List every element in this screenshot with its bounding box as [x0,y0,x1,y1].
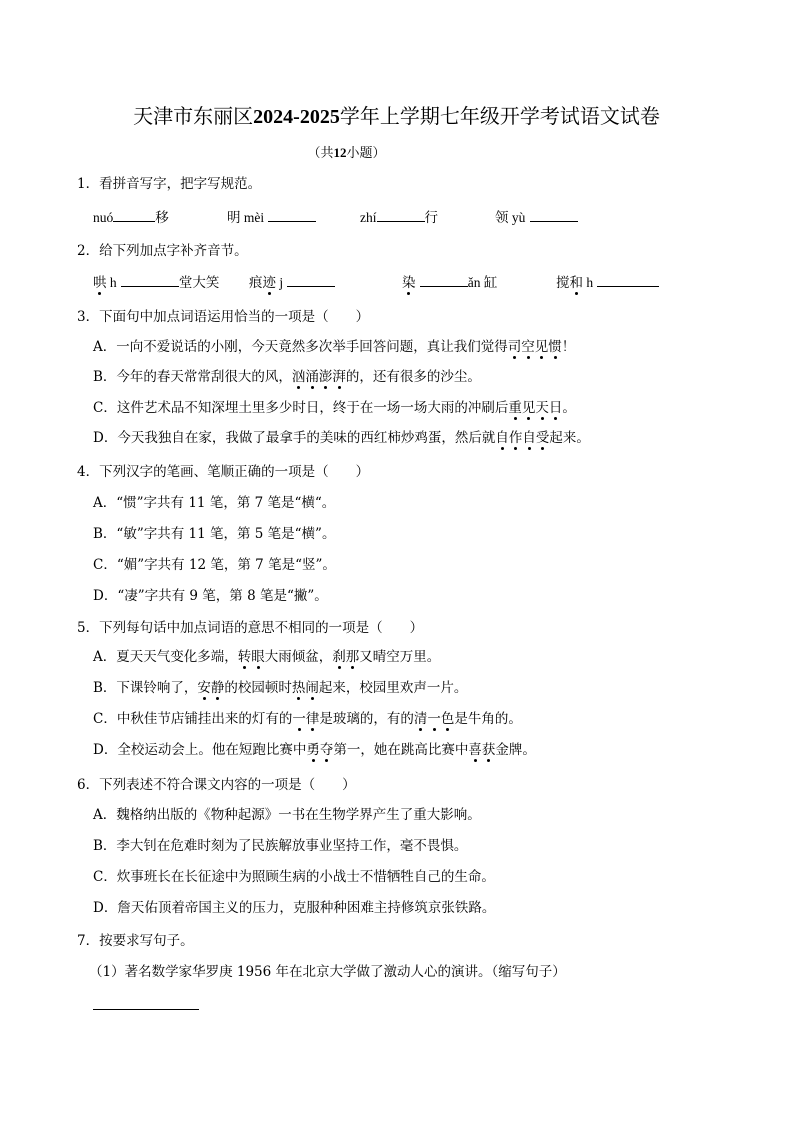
q2-dotted-char-3: 染 [402,275,416,291]
q5-dotted-word [468,742,495,758]
q4-option-a[interactable]: A．“惯”字共有 11 笔，第 7 笔是“横“。 [93,495,336,511]
q1-item-3-pinyin: zhí [360,210,377,225]
q2-dotted-char-4: 和 [569,275,583,291]
q5-text-segment: A．夏天天气变化多端， [93,649,238,665]
emphasis-char: 获 [481,742,496,758]
emphasis-char: 一 [292,711,306,727]
q5-dotted-word [414,711,455,727]
q2-dotted-char-2: 迹 [262,275,276,291]
q3-option-b[interactable] [93,367,481,387]
question-3-stem: 3．下面句中加点词语运用恰当的一项是（ ） [77,309,370,325]
q1-blank-4[interactable] [530,207,578,222]
q3-option-c[interactable] [93,398,576,418]
q1-item-2 [227,207,316,228]
emphasis-char: 重 [508,400,522,416]
q5-option-d[interactable] [93,740,536,760]
q5-dotted-word [332,649,359,665]
emphasis-char: 日 [548,400,563,416]
q5-option-b[interactable] [93,678,467,698]
emphasis-char: 律 [305,711,320,727]
q5-dotted-word [292,680,319,696]
subtitle-suffix: 小题） [346,146,386,161]
q3-d-text: D．今天我独自在家，我做了最拿手的美味的西红柿炒鸡蛋，然后就 [93,430,496,446]
q3-c-text: C．这件艺术品不知深埋土里多少时日，终于在一场一场大雨的冲刷后 [93,400,509,416]
q5-text-segment: 起来，校园里欢声一片。 [318,680,468,696]
emphasis-char: 惯 [548,339,562,355]
emphasis-char: 闹 [305,680,319,696]
q5-text-segment: 的校园顿时 [224,680,292,696]
q2-item-4 [556,272,659,293]
question-2-stem: 2．给下列加点字补齐音节。 [77,243,248,259]
q3-c-dotted [508,400,562,416]
q2-item-3 [402,272,497,293]
q2-item-3-rest: ǎn 缸 [467,275,498,290]
q1-item-3-char: 行 [424,210,438,226]
q2-blank-1[interactable] [121,272,179,287]
emphasis-char: 喜 [468,742,482,758]
question-7-stem: 7．按要求写句子。 [77,933,194,949]
q6-option-a[interactable]: A．魏格纳出版的《物种起源》一书在生物学界产生了重大影响。 [93,807,481,823]
q2-item-1-rest: 堂大笑 [178,275,220,291]
q3-d-end: 起来。 [549,430,590,446]
emphasis-char: 见 [521,400,536,416]
emphasis-char: 清 [413,711,428,727]
question-5-stem: 5．下列每句话中加点词语的意思不相同的一项是（ ） [77,620,424,636]
q7-answer-line[interactable] [93,1009,199,1010]
emphasis-char: 刹 [332,649,346,665]
q1-item-1-char: 移 [155,210,169,226]
q5-text-segment: 第一，她在跳高比赛中 [333,742,469,758]
exam-subtitle [0,143,693,164]
q2-item-1-initial: h [106,275,117,290]
emphasis-char: 天 [535,400,549,416]
q3-c-end: 。 [562,400,576,416]
emphasis-char: 见 [534,339,549,355]
emphasis-char: 热 [291,680,306,696]
emphasis-char: 空 [521,339,535,355]
q5-option-a[interactable] [93,647,440,667]
q5-dotted-word [197,680,224,696]
q3-option-a[interactable] [93,337,575,357]
q5-text-segment: 是牛角的。 [454,711,522,727]
q5-text-segment: 大雨倾盆， [264,649,333,665]
q2-blank-2[interactable] [287,272,335,287]
q1-item-2-pinyin: 明 mèi [227,210,265,225]
q1-item-1-pinyin: nuó [93,210,114,225]
q2-dotted-char-1: 哄 [93,275,107,291]
q5-text-segment: 金牌。 [495,742,536,758]
question-1-stem: 1．看拼音写字，把字写规范。 [77,176,262,192]
emphasis-char: 夺 [319,742,334,758]
exam-title [0,102,793,131]
emphasis-char: 受 [535,430,550,446]
q7-sub-1: （1）著名数学家华罗庚 1956 年在北京大学做了激动人心的演讲。（缩写句子） [89,964,566,980]
q6-option-c[interactable]: C．炊事班长在长征途中为照顾生病的小战士不惜牺牲自己的生命。 [93,869,495,885]
q6-option-d[interactable]: D．詹天佑顶着帝国主义的压力，克服种种困难主持修筑京张铁路。 [93,900,496,916]
q2-blank-4[interactable] [597,272,659,287]
q3-d-dotted [495,430,549,446]
emphasis-char: 涌 [305,369,319,385]
q3-a-end: ！ [561,339,576,355]
emphasis-char: 澎 [318,369,333,385]
q5-text-segment: 是玻璃的，有的 [319,711,414,727]
emphasis-char: 自 [495,430,509,446]
q4-option-b[interactable]: B．“敏”字共有 11 笔，第 5 笔是“横”。 [93,526,336,542]
subtitle-prefix: （共 [307,146,334,161]
title-suffix: 学年上学期七年级开学考试语文试卷 [339,104,660,128]
title-prefix: 天津市东丽区 [133,104,254,128]
emphasis-char: 那 [345,649,360,665]
title-year: 2024-2025 [253,106,340,128]
emphasis-char: 作 [508,430,523,446]
q2-item-2-initial: j [276,275,284,290]
q5-dotted-word [292,711,319,727]
q3-a-text: A．一向不爱说话的小刚，今天竟然多次举手回答问题，真让我们觉得 [93,339,508,355]
q1-blank-2[interactable] [268,207,316,222]
q5-text-segment: D．全校运动会上。他在短跑比赛中 [93,742,307,758]
emphasis-char: 眼 [251,649,265,665]
q1-item-4-pinyin: 领 yù [495,210,526,225]
emphasis-char: 静 [210,680,225,696]
q3-b-text: B．今年的春天常常刮很大的风， [93,369,292,385]
emphasis-char: 汹 [291,369,306,385]
q4-option-d[interactable]: D．“凄”字共有 9 笔，第 8 笔是“撇”。 [93,588,328,604]
question-6-stem: 6．下列表述不符合课文内容的一项是（ ） [77,777,356,793]
q5-text-segment: B．下课铃响了， [93,680,198,696]
q2-item-4-pre: 搅 [556,275,570,291]
q5-dotted-word [238,649,265,665]
emphasis-char: 湃 [332,369,346,385]
q5-text-segment: 又晴空万里。 [359,649,441,665]
q3-b-end: 的，还有很多的沙尘。 [345,369,481,385]
emphasis-char: 司 [507,339,522,355]
question-4-stem: 4．下列汉字的笔画、笔顺正确的一项是（ ） [77,464,370,480]
emphasis-char: 一 [427,711,441,727]
emphasis-char: 安 [197,680,211,696]
q4-option-c[interactable]: C．“媚”字共有 12 笔，第 7 笔是“竖”。 [93,557,336,573]
q5-text-segment: C．中秋佳节店铺挂出来的灯有的 [93,711,293,727]
q3-a-dotted [508,339,562,355]
emphasis-char: 色 [440,711,455,727]
q2-item-2-pre: 痕 [249,275,263,291]
emphasis-char: 转 [237,649,252,665]
q2-item-2 [249,272,335,293]
q5-option-c[interactable] [93,709,522,729]
q6-option-b[interactable]: B．李大钊在危难时刻为了民族解放事业坚持工作，毫不畏惧。 [93,838,468,854]
q3-b-dotted [292,369,346,385]
question-count: 12 [333,145,347,160]
q2-blank-3[interactable] [420,272,468,287]
q1-item-3 [360,207,438,228]
q2-item-4-initial: h [583,275,594,290]
q1-blank-1[interactable] [113,207,155,222]
q1-blank-3[interactable] [377,207,425,222]
emphasis-char: 自 [522,430,536,446]
q2-item-1 [93,272,219,293]
q1-item-4 [495,207,578,228]
emphasis-char: 勇 [306,742,320,758]
q5-dotted-word [306,742,333,758]
q1-item-1 [93,207,169,228]
q3-option-d[interactable] [93,428,590,448]
